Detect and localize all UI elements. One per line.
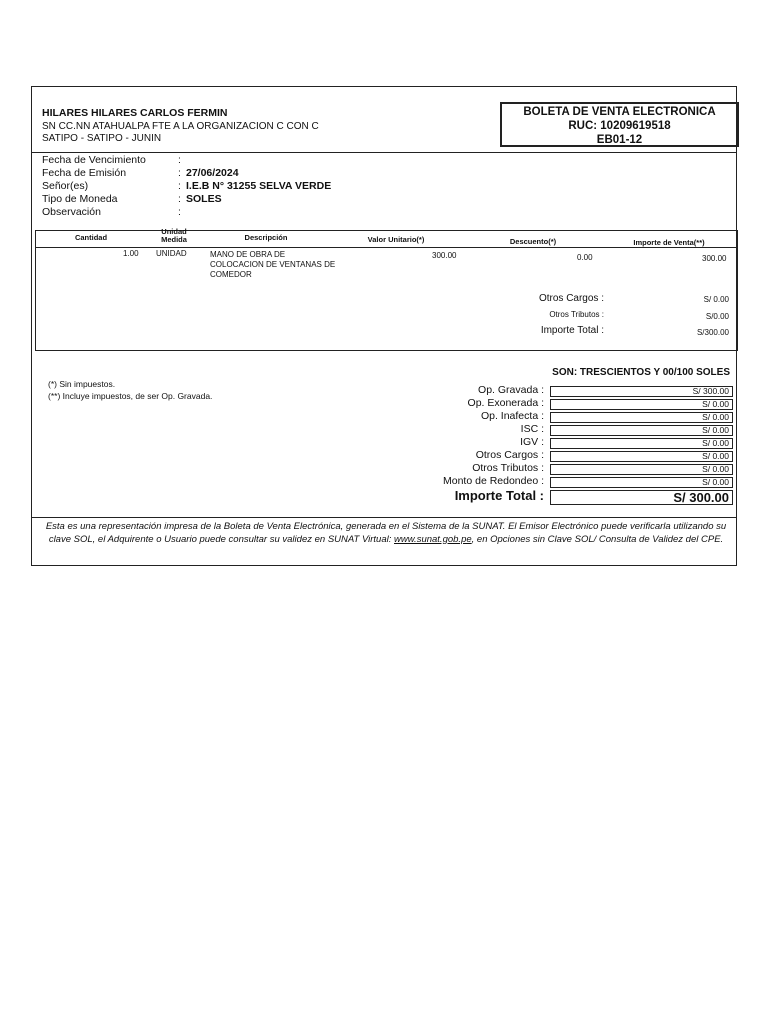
row-descuento: 0.00	[577, 253, 593, 262]
footer-text-2: , en Opciones sin Clave SOL/ Consulta de Validez del CPE.	[471, 533, 724, 545]
meta-label-moneda: Tipo de Moneda	[42, 193, 118, 205]
summary-label-otros-cargos: Otros Cargos :	[538, 293, 604, 304]
header-valor-unitario: Valor Unitario(*)	[367, 235, 425, 244]
total-label-op-inafecta: Op. Inafecta :	[480, 410, 544, 422]
total-label-igv: IGV :	[520, 436, 544, 448]
summary-value-otros-cargos: S/ 0.00	[703, 295, 729, 304]
total-label-monto-redondeo: Monto de Redondeo :	[443, 475, 544, 487]
meta-value-moneda: SOLES	[186, 193, 222, 205]
note-incluye-impuestos: (**) Incluye impuestos, de ser Op. Gravada.	[48, 391, 213, 401]
meta-label-observacion: Observación	[42, 206, 101, 218]
issuer-name: HILARES HILARES CARLOS FERMIN	[42, 107, 228, 119]
document-number: EB01-12	[596, 134, 643, 146]
sunat-link[interactable]: www.sunat.gob.pe	[394, 533, 472, 545]
legal-footer	[44, 521, 728, 546]
summary-value-otros-tributos: S/0.00	[705, 312, 729, 321]
document-ruc: RUC: 10209619518	[568, 120, 671, 132]
meta-value-senores: I.E.B N° 31255 SELVA VERDE	[186, 180, 332, 192]
divider	[32, 152, 736, 153]
meta-colon: :	[178, 167, 181, 179]
total-value-otros-tributos: S/ 0.00	[550, 464, 733, 475]
summary-value-importe-total: S/300.00	[696, 328, 729, 337]
row-unidad: UNIDAD	[156, 249, 187, 258]
footer-divider	[32, 517, 736, 518]
row-descripcion: MANO DE OBRA DE COLOCACION DE VENTANAS DE COMEDOR	[210, 250, 336, 279]
header-descripcion: Descripción	[244, 233, 288, 242]
total-value-otros-cargos: S/ 0.00	[550, 451, 733, 462]
issuer-location: SATIPO - SATIPO - JUNIN	[42, 133, 162, 144]
total-label-op-gravada: Op. Gravada :	[478, 384, 544, 396]
summary-label-importe-total: Importe Total :	[540, 325, 604, 336]
meta-colon: :	[178, 154, 181, 166]
footer-text-1: Esta es una representación impresa de la Boleta de Venta Electrónica, generada en el Sistema de la SUNAT. El Emisor Electrónico puede verificarla utilizando su clave SOL, el Adquirente o Usuario puede consultar su validez en SUNAT Virtual:	[45, 521, 727, 545]
header-cantidad: Cantidad	[74, 233, 108, 242]
total-value-op-exonerada: S/ 0.00	[550, 399, 733, 410]
meta-label-vencimiento: Fecha de Vencimiento	[42, 154, 146, 166]
total-value-op-inafecta: S/ 0.00	[550, 412, 733, 423]
header-unidad-line1: Unidad	[161, 227, 187, 236]
total-label-isc: ISC :	[520, 423, 544, 435]
document-type: BOLETA DE VENTA ELECTRONICA	[523, 106, 716, 118]
items-table	[35, 227, 738, 351]
meta-colon: :	[178, 180, 181, 192]
header-unidad	[152, 228, 196, 244]
meta-value-emision: 27/06/2024	[186, 167, 239, 179]
receipt-document	[31, 86, 737, 566]
header-descuento: Descuento(*)	[509, 237, 557, 246]
amount-in-words: SON: TRESCIENTOS Y 00/100 SOLES	[552, 367, 730, 378]
total-label-otros-tributos: Otros Tributos :	[472, 462, 544, 474]
meta-colon: :	[178, 206, 181, 218]
note-sin-impuestos: (*) Sin impuestos.	[48, 379, 116, 389]
document-id-box	[500, 102, 739, 147]
total-label-otros-cargos: Otros Cargos :	[475, 449, 544, 461]
row-importe: 300.00	[702, 254, 727, 263]
grand-total-value: S/ 300.00	[550, 490, 733, 505]
row-valor-unitario: 300.00	[432, 251, 457, 260]
meta-label-senores: Señor(es)	[42, 180, 89, 192]
total-label-op-exonerada: Op. Exonerada :	[467, 397, 544, 409]
summary-label-otros-tributos: Otros Tributos :	[549, 310, 604, 319]
issuer-address: SN CC.NN ATAHUALPA FTE A LA ORGANIZACION C CON C	[42, 121, 319, 132]
meta-label-emision: Fecha de Emisión	[42, 167, 127, 179]
total-value-isc: S/ 0.00	[550, 425, 733, 436]
row-cantidad: 1.00	[123, 249, 139, 258]
header-unidad-line2: Medida	[161, 235, 187, 244]
total-value-monto-redondeo: S/ 0.00	[550, 477, 733, 488]
header-divider	[36, 247, 737, 248]
grand-total-label: Importe Total :	[454, 488, 544, 503]
header-importe: Importe de Venta(**)	[633, 238, 705, 247]
total-value-op-gravada: S/ 300.00	[550, 386, 733, 397]
total-value-igv: S/ 0.00	[550, 438, 733, 449]
meta-colon: :	[178, 193, 181, 205]
